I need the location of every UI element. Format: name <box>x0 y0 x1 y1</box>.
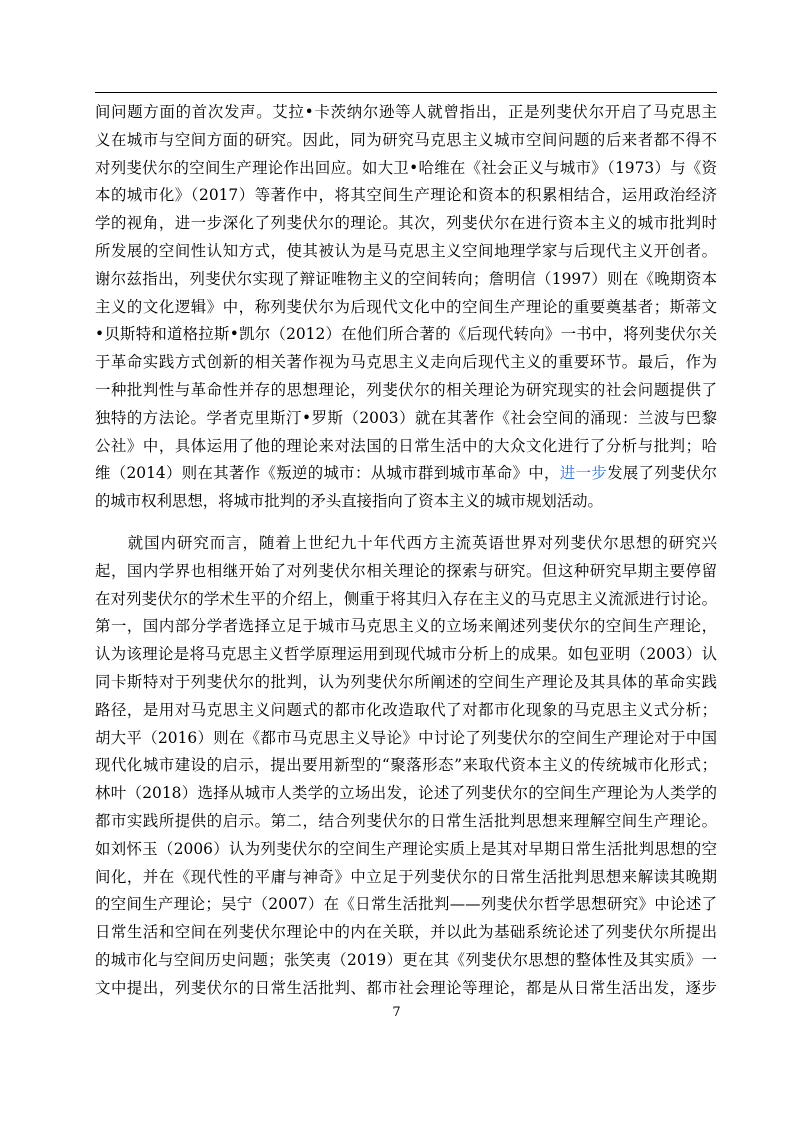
text-line: 如刘怀玉（2006）认为列斐伏尔的空间生产理论实质上是其对早期日常生活批判思想的空 <box>95 839 717 858</box>
link-line-before: 维（2014）则在其著作《叛逆的城市：从城市群到城市革命》中， <box>95 464 560 483</box>
text-line: 的空间生产理论；吴宁（2007）在《日常生活批判——列斐伏尔哲学思想研究》中论述了 <box>95 895 717 914</box>
text-line: 同卡斯特对于列斐伏尔的批判，认为列斐伏尔所阐述的空间生产理论及其具体的革命实践 <box>95 672 717 691</box>
text-line: 现代化城市建设的启示，提出要用新型的“聚落形态”来取代资本主义的传统城市化形式； <box>95 756 717 775</box>
text-line: 就国内研究而言，随着上世纪九十年代西方主流英语世界对列斐伏尔思想的研究兴 <box>95 533 717 552</box>
text-line: 义在城市与空间方面的研究。因此，同为研究马克思主义城市空间问题的后来者都不得不 <box>95 130 717 149</box>
text-line: 公社》中，具体运用了他的理论来对法国的日常生活中的大众文化进行了分析与批判；哈 <box>95 436 717 455</box>
text-line: 一种批判性与革命性并存的思想理论，列斐伏尔的相关理论为研究现实的社会问题提供了 <box>95 380 717 399</box>
text-line: 谢尔兹指出，列斐伏尔实现了辩证唯物主义的空间转向；詹明信（1997）则在《晚期资本 <box>95 269 717 288</box>
text-line: 于革命实践方式创新的相关著作视为马克思主义走向后现代主义的重要环节。最后，作为 <box>95 353 717 372</box>
text-line: 本的城市化》（2017）等著作中，将其空间生产理论和资本的积累相结合，运用政治经济 <box>95 186 717 205</box>
text-line: 对列斐伏尔的空间生产理论作出回应。如大卫•哈维在《社会正义与城市》（1973）与《资 <box>95 158 717 177</box>
text-line: 日常生活和空间在列斐伏尔理论中的内在关联，并以此为基础系统论述了列斐伏尔所提出 <box>95 923 717 942</box>
text-line: 林叶（2018）选择从城市人类学的立场出发，论述了列斐伏尔的空间生产理论为人类学的 <box>95 784 717 803</box>
text-line: 所发展的空间性认知方式，使其被认为是马克思主义空间地理学家与后现代主义开创者。 <box>95 241 717 260</box>
text-line: 间化，并在《现代性的平庸与神奇》中立足于列斐伏尔的日常生活批判思想来解读其晚期 <box>95 867 717 886</box>
text-line: 胡大平（2016）则在《都市马克思主义导论》中讨论了列斐伏尔的空间生产理论对于中国 <box>95 728 717 747</box>
further-link[interactable]: 进一步 <box>559 464 608 483</box>
paragraph-2 <box>95 530 717 1003</box>
text-line: 独特的方法论。学者克里斯汀•罗斯（2003）就在其著作《社会空间的涌现：兰波与巴黎 <box>95 408 717 427</box>
text-line: 的城市化与空间历史问题；张笑夷（2019）更在其《列斐伏尔思想的整体性及其实质》一 <box>95 950 717 969</box>
text-line: 起，国内学界也相继开始了对列斐伏尔相关理论的探索与研究。但这种研究早期主要停留 <box>95 561 717 580</box>
text-line: 间问题方面的首次发声。艾拉•卡茨纳尔逊等人就曾指出，正是列斐伏尔开启了马克思主 <box>95 103 717 121</box>
text-line: 的城市权利思想，将城市批判的矛头直接指向了资本主义的城市规划活动。 <box>95 492 603 511</box>
link-line-after: 发展了列斐伏尔 <box>607 464 717 483</box>
text-line: 认为该理论是将马克思主义哲学原理运用到现代城市分析上的成果。如包亚明（2003）认 <box>95 645 717 664</box>
text-line: 第一，国内部分学者选择立足于城市马克思主义的立场来阐述列斐伏尔的空间生产理论， <box>95 617 717 636</box>
paragraph-1 <box>95 99 717 516</box>
text-line: 都市实践所提供的启示。第二，结合列斐伏尔的日常生活批判思想来理解空间生产理论。 <box>95 811 717 830</box>
text-line: 在对列斐伏尔的学术生平的介绍上，侧重于将其归入存在主义的马克思主义流派进行讨论。 <box>95 589 717 608</box>
text-line-with-link <box>95 460 717 488</box>
text-line: 文中提出，列斐伏尔的日常生活批判、都市社会理论等理论，都是从日常生活出发，逐步 <box>95 978 717 997</box>
text-line: •贝斯特和道格拉斯•凯尔（2012）在他们所合著的《后现代转向》一书中，将列斐伏尔关 <box>95 325 717 344</box>
paragraph-gap <box>95 516 717 530</box>
page-body <box>95 99 717 1003</box>
text-line: 路径，是用对马克思主义问题式的都市化改造取代了对都市化现象的马克思主义式分析； <box>95 700 717 719</box>
header-rule <box>95 92 717 93</box>
page-number: 7 <box>392 1005 401 1020</box>
text-line: 学的视角，进一步深化了列斐伏尔的理论。其次，列斐伏尔在进行资本主义的城市批判时 <box>95 214 717 233</box>
text-line: 主义的文化逻辑》中，称列斐伏尔为后现代文化中的空间生产理论的重要奠基者；斯蒂文 <box>95 297 717 316</box>
